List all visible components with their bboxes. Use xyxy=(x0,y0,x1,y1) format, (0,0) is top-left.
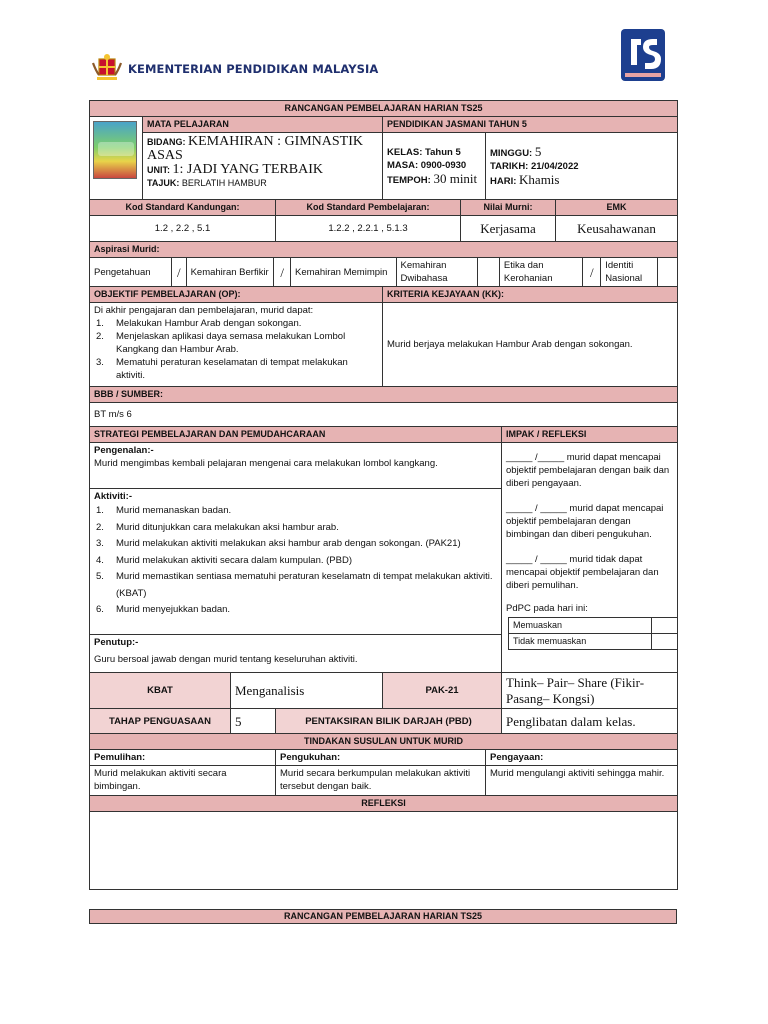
topic-cell xyxy=(143,133,383,200)
pbd-label: PENTAKSIRAN BILIK DARJAH (PBD) xyxy=(276,709,502,734)
aspirasi-item-label: Kemahiran Berfikir xyxy=(186,258,274,286)
objektif-label: OBJEKTIF PEMBELAJARAN (OP): xyxy=(90,287,383,303)
bidang-label: BIDANG: xyxy=(147,137,186,147)
tindakan-label: TINDAKAN SUSULAN UNTUK MURID xyxy=(90,734,678,750)
minggu-value: 5 xyxy=(534,143,542,159)
pengenalan-text: Murid mengimbas kembali pelajaran mengenai cara melakukan lombol kangkang. xyxy=(94,458,438,469)
aspirasi-item-mark xyxy=(477,258,499,286)
malaysia-crest-icon xyxy=(91,53,123,83)
list-item: 1. Melakukan Hambur Arab dengan sokongan. xyxy=(96,318,302,329)
pemulihan-value: Murid melakukan aktiviti secara bimbingan. xyxy=(90,766,276,796)
tahap-value: 5 xyxy=(231,709,276,734)
page-header xyxy=(88,50,688,90)
objektif-cell xyxy=(90,303,383,387)
aspirasi-item-mark: / xyxy=(171,258,186,286)
tahap-label: TAHAP PENGUASAAN xyxy=(90,709,231,734)
tempoh-label: TEMPOH: xyxy=(387,174,431,186)
hari-value: Khamis xyxy=(519,171,560,187)
penutup-cell xyxy=(90,635,502,673)
sp-label: Kod Standard Pembelajaran: xyxy=(276,200,461,216)
list-item: 3. Mematuhi peraturan keselamatan di tempat melakukan aktiviti. xyxy=(96,357,348,381)
subject-value: PENDIDIKAN JASMANI TAHUN 5 xyxy=(383,117,678,133)
pengukuhan-label: Pengukuhan: xyxy=(276,750,486,766)
masa-value: 0900-0930 xyxy=(420,159,467,171)
impak-blank: _____ / _____ xyxy=(506,503,567,514)
aspirasi-item-label: Pengetahuan xyxy=(90,258,171,286)
sk-label: Kod Standard Kandungan: xyxy=(90,200,276,216)
kriteria-label: KRITERIA KEJAYAAN (KK): xyxy=(383,287,678,303)
tempoh-value: 30 minit xyxy=(433,170,478,186)
pdpc-option: Tidak memuaskan xyxy=(509,634,652,650)
sk-value: 1.2 , 2.2 , 5.1 xyxy=(90,216,276,242)
list-item: 3. Murid melakukan aktiviti melakukan aksi hambur arab dengan sokongan. (PAK21) xyxy=(96,538,461,549)
penutup-label: Penutup:- xyxy=(94,637,139,648)
pdpc-checkbox[interactable] xyxy=(652,634,678,650)
refleksi-label: REFLEKSI xyxy=(90,796,678,812)
next-plan-title: RANCANGAN PEMBELAJARAN HARIAN TS25 xyxy=(89,909,677,924)
pdpc-checkbox[interactable] xyxy=(652,618,678,634)
masa-label: MASA: xyxy=(387,159,419,171)
pbd-value: Penglibatan dalam kelas. xyxy=(502,709,678,734)
kriteria-value: Murid berjaya melakukan Hambur Arab dengan sokongan. xyxy=(383,303,678,387)
kbat-value: Menganalisis xyxy=(231,673,383,709)
ts25-logo-icon xyxy=(619,27,667,83)
nilai-murni-value: Kerjasama xyxy=(461,216,556,242)
aktiviti-cell xyxy=(90,489,502,635)
list-item: 2. Murid ditunjukkan cara melakukan aksi hambur arab. xyxy=(96,521,339,533)
aspirasi-item-label: Kemahiran Memimpin xyxy=(291,258,396,286)
tajuk-label: TAJUK: xyxy=(147,178,180,188)
lesson-plan-table xyxy=(89,100,678,890)
aspirasi-item-mark: / xyxy=(274,258,291,286)
aspirasi-item-mark: / xyxy=(583,258,601,286)
list-item: 2. Menjelaskan aplikasi daya semasa melakukan Lombol Kangkang dan Hambur Arab. xyxy=(96,331,346,355)
pdpc-option: Memuaskan xyxy=(509,618,652,634)
list-item: 6. Murid menyejukkan badan. xyxy=(96,604,231,615)
impak-label: IMPAK / REFLEKSI xyxy=(502,427,678,443)
objektif-intro: Di akhir pengajaran dan pembelajaran, murid dapat: xyxy=(94,305,314,316)
tarikh-value: 21/04/2022 xyxy=(530,160,579,172)
emk-value: Keusahawanan xyxy=(556,216,678,242)
pengenalan-label: Pengenalan:- xyxy=(94,445,154,456)
aktiviti-label: Aktiviti:- xyxy=(94,491,132,502)
aspirasi-row xyxy=(90,258,678,287)
textbook-cover-image xyxy=(93,121,137,179)
aspirasi-item-label: Etika dan Kerohanian xyxy=(499,258,583,286)
plan-title: RANCANGAN PEMBELAJARAN HARIAN TS25 xyxy=(90,101,678,117)
impak-blank: _____ /_____ xyxy=(506,452,565,463)
aspirasi-item-label: Kemahiran Dwibahasa xyxy=(396,258,477,286)
bidang-value: KEMAHIRAN : GIMNASTIK ASAS xyxy=(147,134,364,163)
aspirasi-label: Aspirasi Murid: xyxy=(90,242,678,258)
pengayaan-label: Pengayaan: xyxy=(486,750,678,766)
impak-blank: _____ / _____ xyxy=(506,554,567,565)
list-item: 5. Murid memastikan sentiasa mematuhi peraturan keselamatn di tempat melakukan aktiviti. (KBAT) xyxy=(96,571,493,599)
pak21-value: Think– Pair– Share (Fikir- Pasang– Kongsi) xyxy=(502,673,678,709)
pemulihan-label: Pemulihan: xyxy=(90,750,276,766)
emk-label: EMK xyxy=(556,200,678,216)
refleksi-value[interactable] xyxy=(90,812,678,890)
tajuk-value: BERLATIH HAMBUR xyxy=(181,178,267,188)
pdpc-label: PdPC pada hari ini: xyxy=(506,603,588,614)
pengukuhan-value: Murid secara berkumpulan melakukan aktiviti tersebut dengan baik. xyxy=(276,766,486,796)
textbook-cover-cell xyxy=(90,117,143,200)
impak-line: murid dapat mencapai objektif pembelajaran dengan bimbingan dan diberi pengukuhan. xyxy=(506,503,664,540)
impak-line: murid tidak dapat mencapai objektif pembelajaran dan diberi pemulihan. xyxy=(506,554,659,591)
kelas-value: Tahun 5 xyxy=(425,146,461,158)
tarikh-label: TARIKH: xyxy=(490,160,529,172)
ministry-name: KEMENTERIAN PENDIDIKAN MALAYSIA xyxy=(128,62,379,76)
unit-label: UNIT: xyxy=(147,165,170,175)
impak-line: murid dapat mencapai objektif pembelajaran dengan baik dan diberi pengayaan. xyxy=(506,452,670,489)
penutup-text: Guru bersoal jawab dengan murid tentang keseluruhan aktiviti. xyxy=(94,654,358,665)
aspirasi-item-mark xyxy=(657,258,677,286)
nilai-murni-label: Nilai Murni: xyxy=(461,200,556,216)
pdpc-options xyxy=(508,617,678,650)
bbb-value: BT m/s 6 xyxy=(90,403,678,427)
sp-value: 1.2.2 , 2.2.1 , 5.1.3 xyxy=(276,216,461,242)
hari-label: HARI: xyxy=(490,175,517,187)
pak21-label: PAK-21 xyxy=(383,673,502,709)
strategi-label: STRATEGI PEMBELAJARAN DAN PEMUDAHCARAAN xyxy=(90,427,502,443)
bbb-label: BBB / SUMBER: xyxy=(90,387,678,403)
class-info-cell xyxy=(383,133,486,200)
pengayaan-value: Murid mengulangi aktiviti sehingga mahir. xyxy=(486,766,678,796)
date-info-cell xyxy=(486,133,678,200)
impak-cell xyxy=(502,443,678,673)
list-item: 1. Murid memanaskan badan. xyxy=(96,505,232,516)
pengenalan-cell xyxy=(90,443,502,489)
aspirasi-item-label: Identiti Nasional xyxy=(601,258,657,286)
kelas-label: KELAS: xyxy=(387,146,423,158)
kbat-label: KBAT xyxy=(90,673,231,709)
minggu-label: MINGGU: xyxy=(490,147,533,159)
list-item: 4. Murid melakukan aktiviti secara dalam kumpulan. (PBD) xyxy=(96,554,353,566)
unit-value: 1: JADI YANG TERBAIK xyxy=(172,162,324,177)
subject-label: MATA PELAJARAN xyxy=(143,117,383,133)
